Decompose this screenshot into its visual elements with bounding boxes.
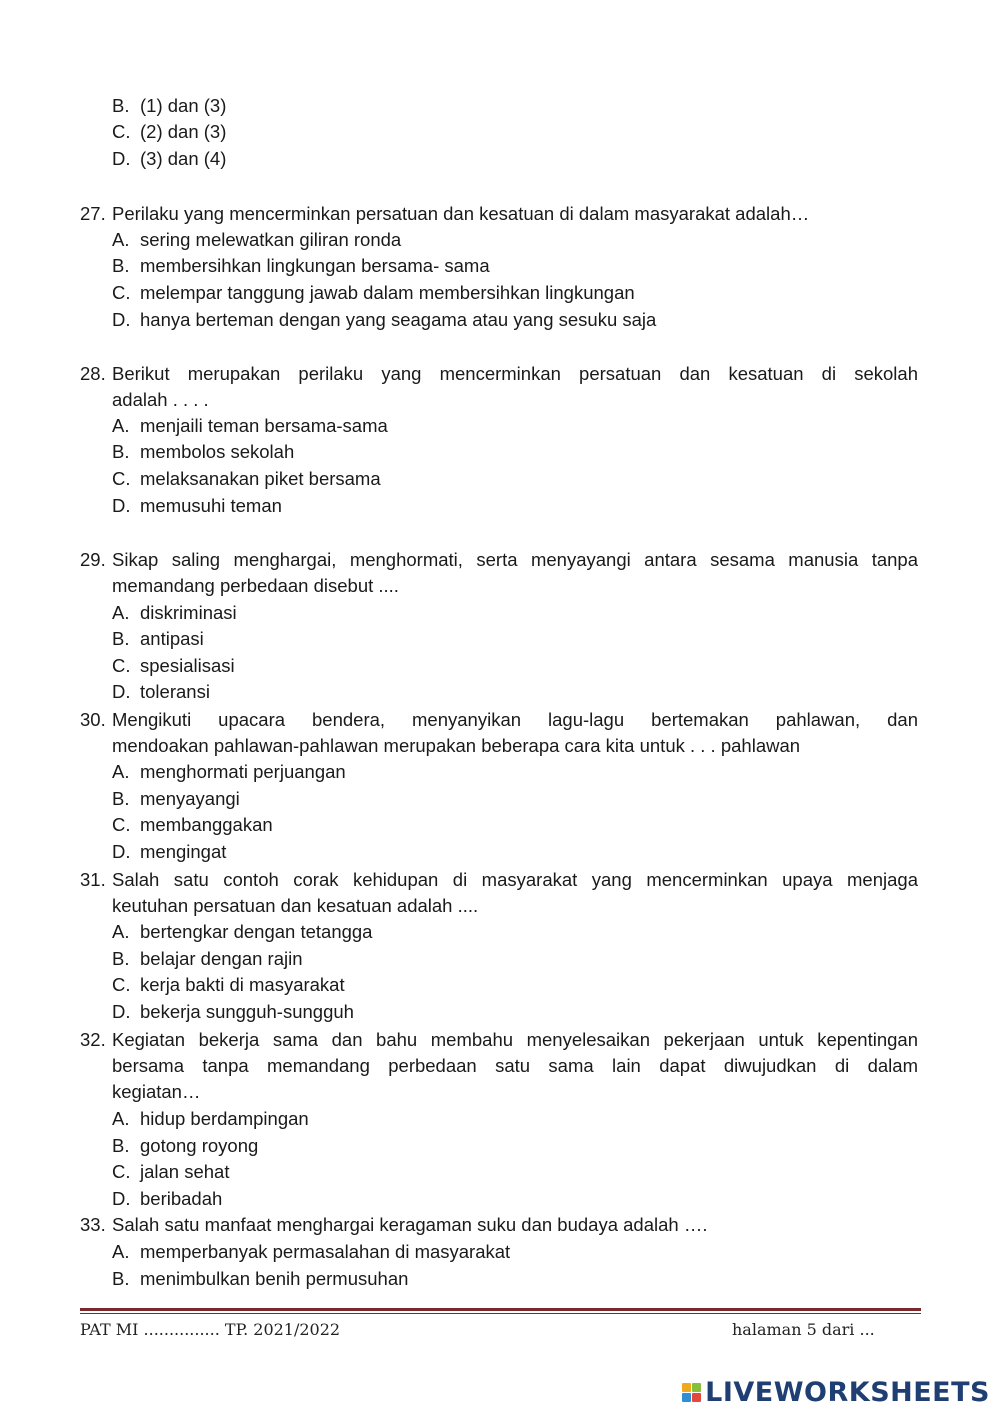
question-number: 33. [80, 1214, 106, 1235]
question-text: bersama tanpa memandang perbedaan satu sama lain dapat diwujudkan di dalam [112, 1055, 918, 1076]
question-number: 28. [80, 363, 106, 384]
question-text: mendoakan pahlawan-pahlawan merupakan beberapa cara kita untuk . . . pahlawan [112, 735, 801, 756]
question-number: 30. [80, 709, 106, 730]
option[interactable]: D. toleransi [112, 681, 210, 702]
option[interactable]: C. kerja bakti di masyarakat [112, 974, 345, 995]
option[interactable]: D. bekerja sungguh-sungguh [112, 1001, 354, 1022]
question-text: Salah satu contoh corak kehidupan di masyarakat yang mencerminkan upaya menjaga [112, 869, 918, 890]
liveworksheets-mark-icon [682, 1383, 701, 1402]
option[interactable]: C. melaksanakan piket bersama [112, 468, 381, 489]
option[interactable]: A. memperbanyak permasalahan di masyarakat [112, 1241, 511, 1262]
option[interactable]: A. diskriminasi [112, 602, 237, 623]
question-text: keutuhan persatuan dan kesatuan adalah .... [112, 895, 479, 916]
option[interactable]: C. jalan sehat [112, 1161, 230, 1182]
option[interactable]: A. hidup berdampingan [112, 1108, 309, 1129]
question-text: Sikap saling menghargai, menghormati, serta menyayangi antara sesama manusia tanpa [112, 549, 918, 570]
footer-divider-thin [80, 1313, 921, 1314]
liveworksheets-logo[interactable] [682, 1376, 990, 1408]
question-text: Mengikuti upacara bendera, menyanyikan lagu-lagu bertemakan pahlawan, dan [112, 709, 918, 730]
question-number: 31. [80, 869, 106, 890]
question-number: 27. [80, 203, 106, 224]
option[interactable]: D. memusuhi teman [112, 495, 282, 516]
option[interactable]: D. hanya berteman dengan yang seagama atau yang sesuku saja [112, 309, 657, 330]
option[interactable]: A. menjaili teman bersama-sama [112, 415, 388, 436]
option[interactable]: B. gotong royong [112, 1135, 259, 1156]
option[interactable]: C. melempar tanggung jawab dalam membersihkan lingkungan [112, 282, 635, 303]
option[interactable]: C. (2) dan (3) [112, 121, 227, 142]
option[interactable]: A. menghormati perjuangan [112, 761, 346, 782]
option[interactable]: B. membolos sekolah [112, 441, 295, 462]
footer-exam-info: PAT MI ............... TP. 2021/2022 [80, 1320, 341, 1339]
question-text: memandang perbedaan disebut .... [112, 575, 399, 596]
question-number: 29. [80, 549, 106, 570]
option[interactable]: C. membanggakan [112, 814, 273, 835]
option[interactable]: D. beribadah [112, 1188, 223, 1209]
option[interactable]: B. antipasi [112, 628, 204, 649]
option[interactable]: B. membersihkan lingkungan bersama- sama [112, 255, 490, 276]
question-text: Berikut merupakan perilaku yang mencerminkan persatuan dan kesatuan di sekolah [112, 363, 918, 384]
option[interactable]: B. (1) dan (3) [112, 95, 227, 116]
question-text: adalah . . . . [112, 389, 209, 410]
footer-page-number: halaman 5 dari ... [732, 1320, 875, 1339]
option[interactable]: B. menyayangi [112, 788, 240, 809]
question-number: 32. [80, 1029, 106, 1050]
question-text: Salah satu manfaat menghargai keragaman suku dan budaya adalah …. [112, 1214, 708, 1235]
question-text: kegiatan… [112, 1081, 201, 1102]
option[interactable]: B. menimbulkan benih permusuhan [112, 1268, 409, 1289]
option[interactable]: A. sering melewatkan giliran ronda [112, 229, 402, 250]
option[interactable]: D. mengingat [112, 841, 227, 862]
question-text: Kegiatan bekerja sama dan bahu membahu menyelesaikan pekerjaan untuk kepentingan [112, 1029, 918, 1050]
option[interactable]: A. bertengkar dengan tetangga [112, 921, 373, 942]
question-text: Perilaku yang mencerminkan persatuan dan kesatuan di dalam masyarakat adalah… [112, 203, 810, 224]
option[interactable]: C. spesialisasi [112, 655, 235, 676]
option[interactable]: D. (3) dan (4) [112, 148, 227, 169]
brand-name: LIVEWORKSHEETS [705, 1376, 990, 1408]
footer-divider [80, 1308, 921, 1311]
option[interactable]: B. belajar dengan rajin [112, 948, 303, 969]
